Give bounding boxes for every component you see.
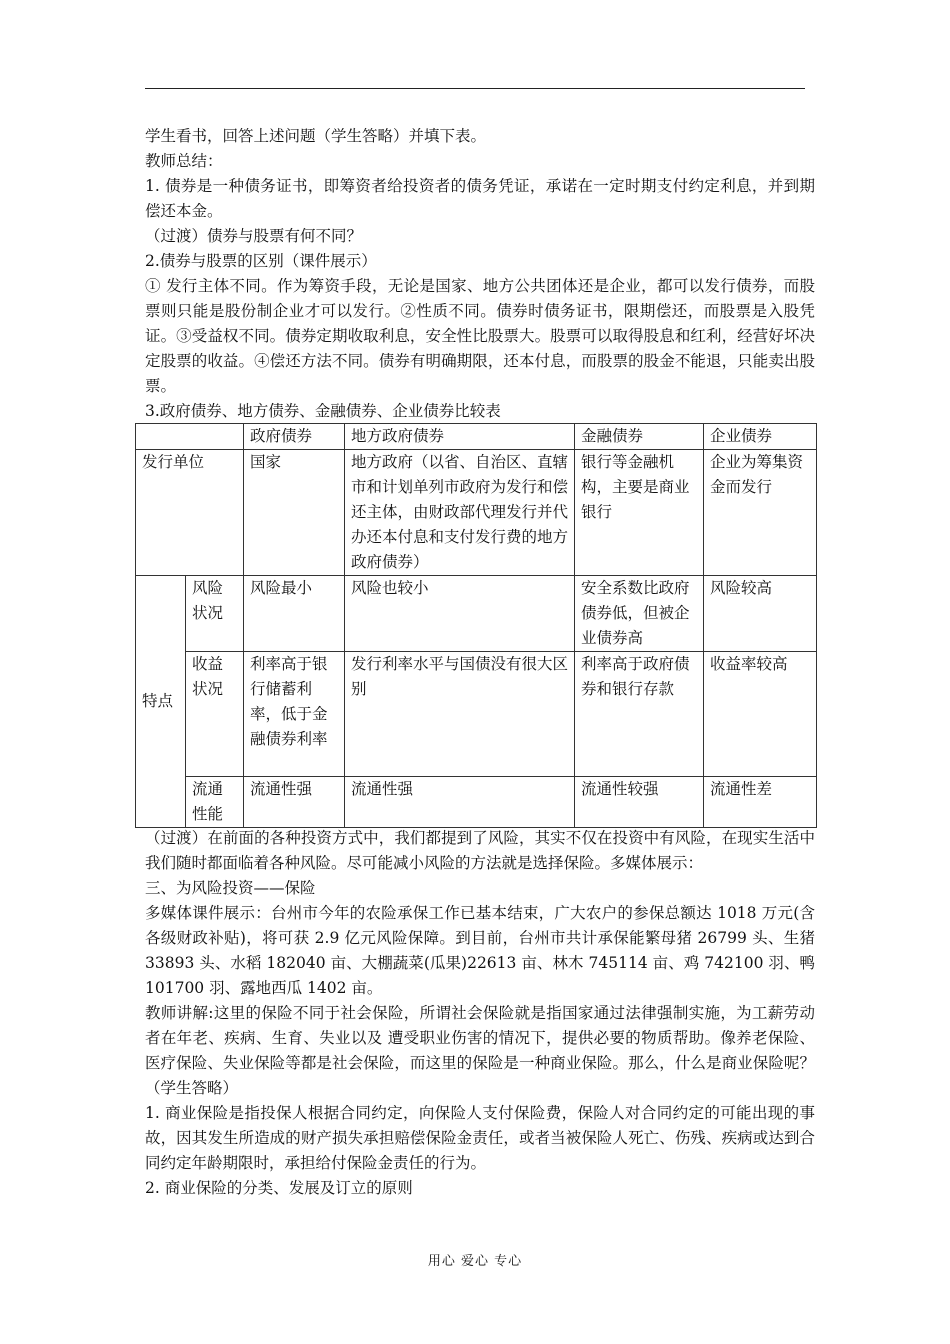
table-header-cell: 金融债券	[575, 424, 704, 450]
table-header-cell	[136, 424, 244, 450]
paragraph-multimedia: 多媒体课件展示：台州市今年的农险承保工作已基本结束，广大农户的参保总额达 1018 万元(含各级财政补贴)，将可获 2.9 亿元风险保障。到目前，台州市共计承保能繁母猪 26799 头、生猪 33893 头、水稻 182040 亩、大棚蔬菜(瓜果)22613 亩、林木 745114 亩、鸡 742100 羽、鸭 101700 羽、露地西瓜 1402 亩。	[145, 904, 815, 997]
table-row-risk	[136, 576, 817, 652]
table-row-yield	[136, 652, 817, 777]
table-cell: 流通性差	[704, 777, 817, 828]
feature-group-label: 特点	[136, 576, 186, 828]
paragraph-teacher-explain: 教师讲解:这里的保险不同于社会保险，所谓社会保险就是指国家通过法律强制实施，为工薪劳动者在年老、疾病、生育、失业以及 遭受职业伤害的情况下，提供必要的物质帮助。像养老保险、医疗保险、失业保险等都是社会保险，而这里的保险是一种商业保险。那么，什么是商业保险呢？（学生答略）	[145, 1004, 815, 1097]
paragraph-transition-1: （过渡）债券与股票有何不同？	[145, 227, 363, 245]
table-cell: 地方政府（以省、自治区、直辖市和计划单列市政府为发行和偿还主体，由财政部代理发行并代办还本付息和支付发行费的地方政府债券）	[345, 450, 575, 576]
table-cell: 利率高于银行储蓄利率，低于金融债券利率	[244, 652, 345, 777]
section-heading-insurance: 三、为风险投资——保险	[145, 879, 316, 897]
page-footer: 用心 爱心 专心	[427, 1254, 523, 1269]
header-rule	[145, 88, 805, 89]
table-header-cell: 地方政府债券	[345, 424, 575, 450]
table-header-cell: 企业债券	[704, 424, 817, 450]
table-cell: 发行利率水平与国债没有很大区别	[345, 652, 575, 777]
table-cell: 利率高于政府债券和银行存款	[575, 652, 704, 777]
table-cell: 风险也较小	[345, 576, 575, 652]
table-cell: 风险较高	[704, 576, 817, 652]
row-label: 流通性能	[186, 777, 244, 828]
paragraph-bond-definition: 1. 债券是一种债务证书，即筹资者给投资者的债务凭证，承诺在一定时期支付约定利息，并到期偿还本金。	[145, 177, 815, 220]
paragraph-teacher-summary: 教师总结：	[145, 152, 223, 170]
paragraph-classification: 2. 商业保险的分类、发展及订立的原则	[145, 1179, 413, 1197]
table-cell: 安全系数比政府债券低，但被企业债券高	[575, 576, 704, 652]
table-row-issuer	[136, 450, 817, 576]
paragraph-bond-vs-stock: ① 发行主体不同。作为筹资手段，无论是国家、地方公共团体还是企业，都可以发行债券，而股票则只能是股份制企业才可以发行。②性质不同。债券时债务证书，限期偿还，而股票是入股凭证。③受益权不同。债券定期收取利息，安全性比股票大。股票可以取得股息和红利，经营好坏决定股票的收益。④偿还方法不同。债券有明确期限，还本付息，而股票的股金不能退，只能卖出股票。	[145, 277, 815, 395]
table-caption: 3.政府债券、地方债券、金融债券、企业债券比较表	[145, 402, 501, 420]
table-cell: 国家	[244, 450, 345, 576]
paragraph-bond-vs-stock-heading: 2.债券与股票的区别（课件展示）	[145, 252, 377, 270]
row-label: 发行单位	[136, 450, 244, 576]
bond-comparison-table	[135, 423, 817, 828]
table-header-row	[136, 424, 817, 450]
paragraph-student-reading: 学生看书，回答上述问题（学生答略）并填下表。	[145, 127, 487, 145]
table-cell: 流通性强	[345, 777, 575, 828]
table-cell: 企业为筹集资金而发行	[704, 450, 817, 576]
table-cell: 收益率较高	[704, 652, 817, 777]
paragraph-transition-2: （过渡）在前面的各种投资方式中，我们都提到了风险，其实不仅在投资中有风险，在现实生活中我们随时都面临着各种风险。尽可能减小风险的方法就是选择保险。多媒体展示：	[145, 829, 815, 872]
table-cell: 风险最小	[244, 576, 345, 652]
table-header-cell: 政府债券	[244, 424, 345, 450]
row-label: 收益状况	[186, 652, 244, 777]
table-cell: 流通性较强	[575, 777, 704, 828]
table-cell: 银行等金融机构，主要是商业银行	[575, 450, 704, 576]
paragraph-commercial-insurance: 1. 商业保险是指投保人根据合同约定，向保险人支付保险费，保险人对合同约定的可能出现的事故，因其发生所造成的财产损失承担赔偿保险金责任，或者当被保险人死亡、伤残、疾病或达到合同约定年龄期限时，承担给付保险金责任的行为。	[145, 1104, 815, 1172]
table-cell: 流通性强	[244, 777, 345, 828]
table-row-liquidity	[136, 777, 817, 828]
row-label: 风险状况	[186, 576, 244, 652]
